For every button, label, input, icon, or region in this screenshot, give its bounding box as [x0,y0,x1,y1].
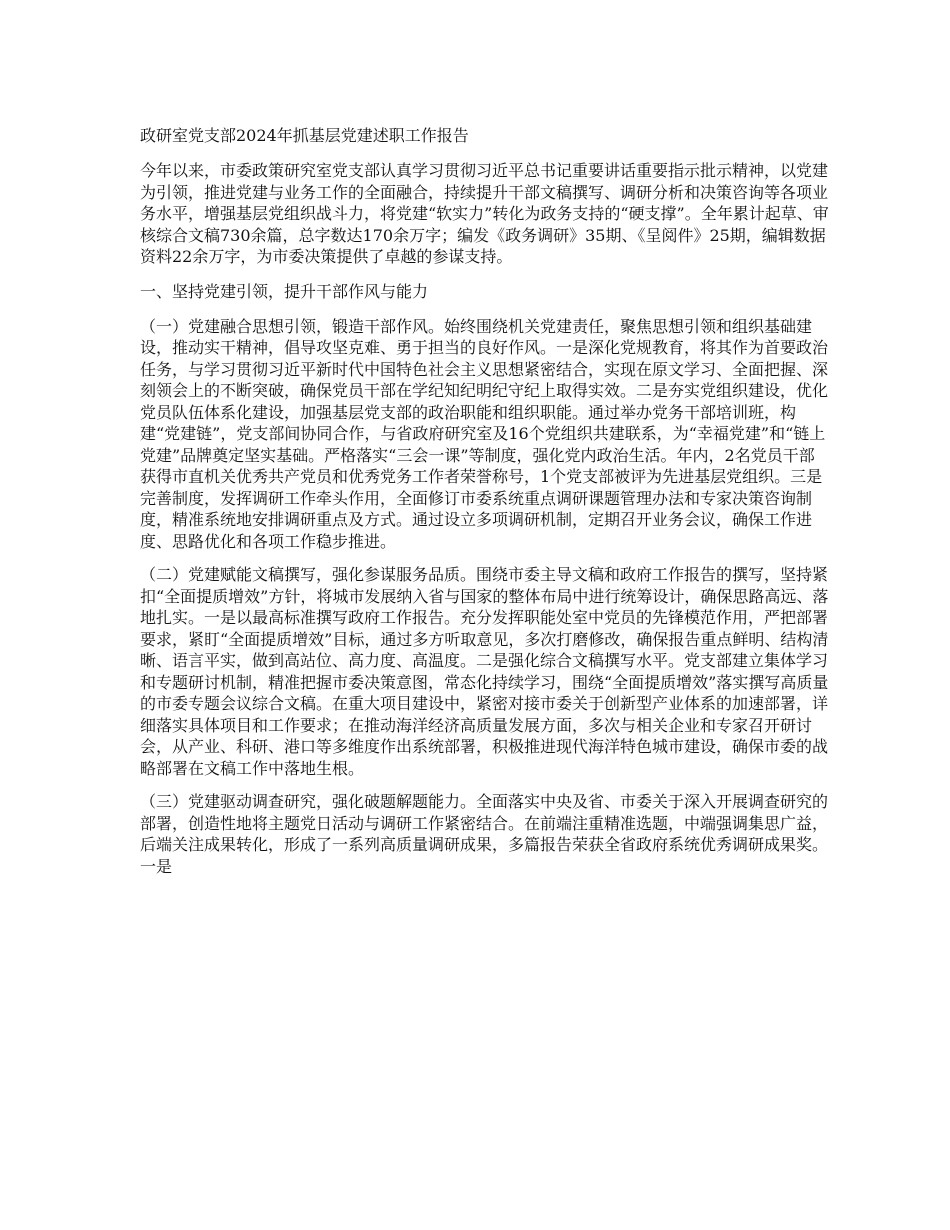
document-page [140,124,830,889]
paragraph-3: （三）党建驱动调查研究，强化破题解题能力。全面落实中央及省、市委关于深入开展调查研究的部署，创造性地将主题党日活动与调研工作紧密结合。在前端注重精准选题，中端强调集思广益，后端关注成果转化，形成了一系列高质量调研成果，多篇报告荣获全省政府系统优秀调研成果奖。一是 [140,792,829,876]
paragraph-2: （二）党建赋能文稿撰写，强化参谋服务品质。围绕市委主导文稿和政府工作报告的撰写，坚持紧扣“全面提质增效”方针，将城市发展纳入省与国家的整体布局中进行统筹设计，确保思路高远、落地扎实。一是以最高标准撰写政府工作报告。充分发挥职能处室中党员的先锋模范作用，严把部署要求，紧盯“全面提质增效”目标，通过多方听取意见，多次打磨修改，确保报告重点鲜明、结构清晰、语言平实，做到高站位、高力度、高温度。二是强化综合文稿撰写水平。党支部建立集体学习和专题研讨机制，精准把握市委决策意图，常态化持续学习，围绕“全面提质增效”落实撰写高质量的市委专题会议综合文稿。在重大项目建设中，紧密对接市委关于创新型产业体系的加速部署，详细落实具体项目和工作要求；在推动海洋经济高质量发展方面，多次与相关企业和专家召开研讨会，从产业、科研、港口等多维度作出系统部署，积极推进现代海洋特色城市建设，确保市委的战略部署在文稿工作中落地生根。 [140,565,829,778]
section-heading-1: 一、坚持党建引领，提升干部作风与能力 [140,281,429,301]
paragraph-1: （一）党建融合思想引领，锻造干部作风。始终围绕机关党建责任，聚焦思想引领和组织基础建设，推动实干精神，倡导攻坚克难、勇于担当的良好作风。一是深化党规教育，将其作为首要政治任务，与学习贯彻习近平新时代中国特色社会主义思想紧密结合，实现在原文学习、全面把握、深刻领会上的不断突破，确保党员干部在学纪知纪明纪守纪上取得实效。二是夯实党组织建设，优化党员队伍体系化建设，加强基层党支部的政治职能和组织职能。通过举办党务干部培训班，构建“党建链”，党支部间协同合作，与省政府研究室及16个党组织共建联系，为“幸福党建”和“链上党建”品牌奠定坚实基础。严格落实“三会一课”等制度，强化党内政治生活。年内，2名党员干部获得市直机关优秀共产党员和优秀党务工作者荣誉称号，1个党支部被评为先进基层党组织。三是完善制度，发挥调研工作牵头作用，全面修订市委系统重点调研课题管理办法和专家决策咨询制度，精准系统地安排调研重点及方式。通过设立多项调研机制，定期召开业务会议，确保工作进度、思路优化和各项工作稳步推进。 [140,316,829,551]
document-title: 政研室党支部2024年抓基层党建述职工作报告 [140,126,469,145]
intro-paragraph: 今年以来，市委政策研究室党支部认真学习贯彻习近平总书记重要讲话重要指示批示精神，以党建为引领，推进党建与业务工作的全面融合，持续提升干部文稿撰写、调研分析和决策咨询等各项业务水平，增强基层党组织战斗力，将党建“软实力”转化为政务支持的“硬支撑”。全年累计起草、审核综合文稿730余篇，总字数达170余万字；编发《政务调研》35期、《呈阅件》25期，编辑数据资料22余万字，为市委决策提供了卓越的参谋支持。 [140,161,829,266]
